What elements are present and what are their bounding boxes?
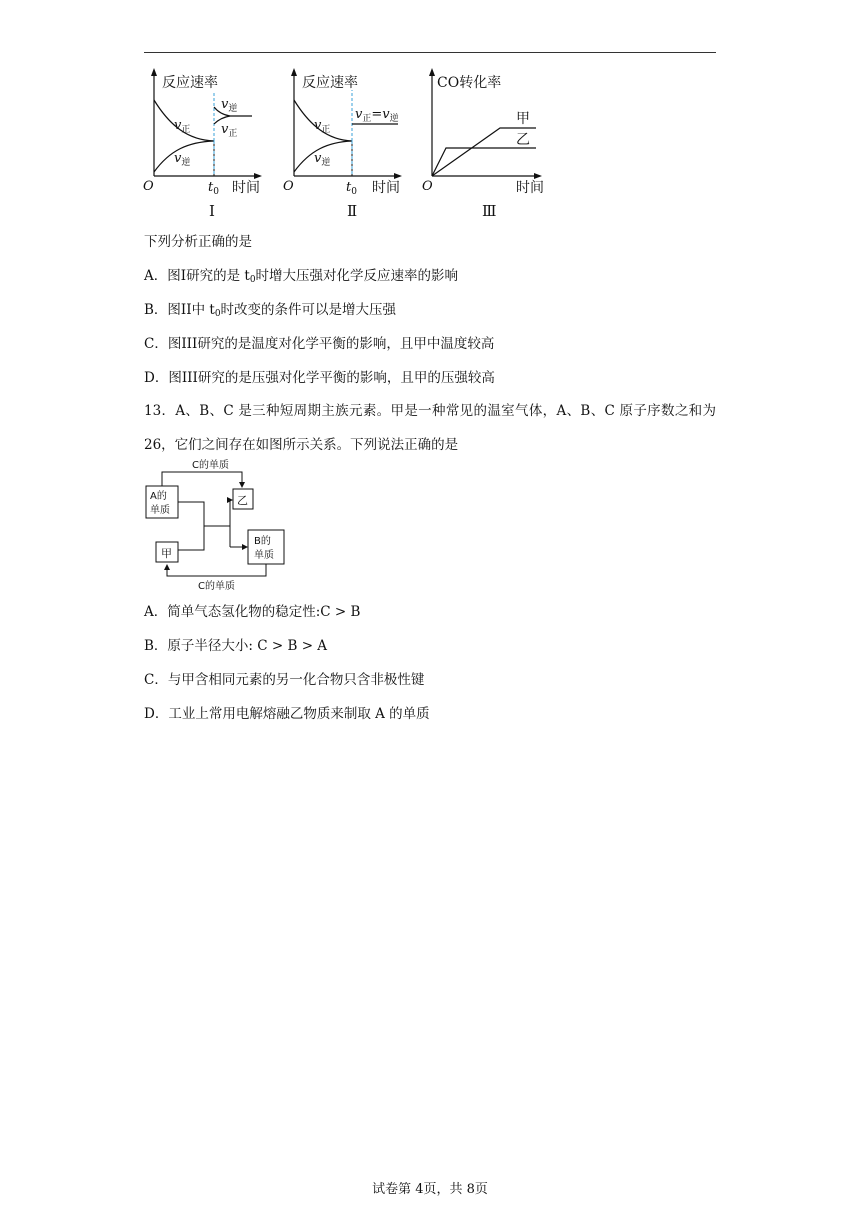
series-yi-label: 乙 <box>516 132 530 148</box>
q13-diagram <box>140 458 300 598</box>
series-jia-label: 甲 <box>516 111 530 127</box>
q12-option-a: A．图I研究的是 $t_0$时增大压强对化学反应速率的影响 <box>144 268 459 285</box>
q13-option-d: D．工业上常用电解熔融乙物质来制取 A 的单质 <box>144 706 430 722</box>
q13-stem: 13．A、B、C 是三种短周期主族元素。甲是一种常见的温室气体，A、B、C 原子序数之和为 26，它们之间存在如图所示关系。下列说法正确的是 <box>144 403 716 453</box>
arrow-to-b-head <box>242 544 248 550</box>
box-b-line1: B的 <box>254 536 271 547</box>
bottom-arrow-head <box>164 564 170 570</box>
box-jia-label: 甲 <box>161 547 172 560</box>
series-yi-line <box>432 148 536 176</box>
figure-II-svg <box>280 64 410 224</box>
x-axis-label: 时间 <box>232 180 260 196</box>
arrow-bottom-label: C的单质 <box>198 581 235 592</box>
y-axis-arrow <box>151 68 157 76</box>
figure-I-svg <box>140 64 270 224</box>
v-ni-after-label: $v_逆$ <box>221 97 238 114</box>
figure-II <box>280 64 410 224</box>
figure-III <box>420 64 560 224</box>
box-b-line2: 单质 <box>254 550 274 561</box>
origin-label: O <box>422 179 433 194</box>
q12-option-c: C．图III研究的是温度对化学平衡的影响，且甲中温度较高 <box>144 336 495 352</box>
y-axis-label: CO转化率 <box>437 75 502 91</box>
origin-label: O <box>283 179 294 194</box>
q13-option-c: C．与甲含相同元素的另一化合物只含非极性键 <box>144 672 425 688</box>
q13-option-b: B．原子半径大小: C > B > A <box>144 638 328 654</box>
y-axis-label: 反应速率 <box>302 75 358 91</box>
figure-roman: Ⅱ <box>347 202 358 220</box>
x-axis-arrow <box>394 173 402 179</box>
x-axis-arrow <box>254 173 262 179</box>
v-ni-label: $v_逆$ <box>174 151 191 168</box>
x-axis-label: 时间 <box>372 180 400 196</box>
t0-label: $t_0$ <box>208 180 219 197</box>
y-axis-arrow <box>291 68 297 76</box>
q12-option-b: B．图II中 $t_0$时改变的条件可以是增大压强 <box>144 302 397 319</box>
q13-option-a: A．简单气态氢化物的稳定性:C > B <box>144 604 361 620</box>
header-rule <box>144 52 716 53</box>
y-axis-arrow <box>429 68 435 76</box>
bottom-arrow-line <box>167 564 266 576</box>
box-a-line2: 单质 <box>150 505 170 516</box>
v-equal-label: $v_正=v_逆$ <box>355 107 399 124</box>
q13-diagram-svg <box>140 458 300 594</box>
x-axis-label: 时间 <box>516 180 544 196</box>
x-axis-arrow <box>534 173 542 179</box>
v-zheng-label: $v_正$ <box>174 118 191 135</box>
v-ni-label: $v_逆$ <box>314 151 331 168</box>
origin-label: O <box>143 179 154 194</box>
top-arrow-line <box>162 472 242 486</box>
arrow-top-label: C的单质 <box>192 460 229 471</box>
box-yi-label: 乙 <box>237 494 248 507</box>
y-axis-label: 反应速率 <box>162 75 218 91</box>
t0-label: $t_0$ <box>346 180 357 197</box>
v-zheng-after-label: $v_正$ <box>221 122 238 139</box>
v-zheng-label: $v_正$ <box>314 118 331 135</box>
page-footer: 试卷第 4页，共 8页 <box>372 1182 488 1197</box>
figure-III-svg <box>420 64 560 224</box>
top-arrow-head <box>239 482 245 488</box>
q12-stem: 下列分析正确的是 <box>144 234 252 250</box>
reactant-bracket <box>178 502 204 550</box>
figure-roman: Ⅲ <box>482 202 497 220</box>
box-a-line1: A的 <box>150 491 167 502</box>
figure-roman: Ⅰ <box>209 202 215 220</box>
q12-option-d: D．图III研究的是压强对化学平衡的影响，且甲的压强较高 <box>144 370 495 386</box>
figure-I <box>140 64 270 224</box>
